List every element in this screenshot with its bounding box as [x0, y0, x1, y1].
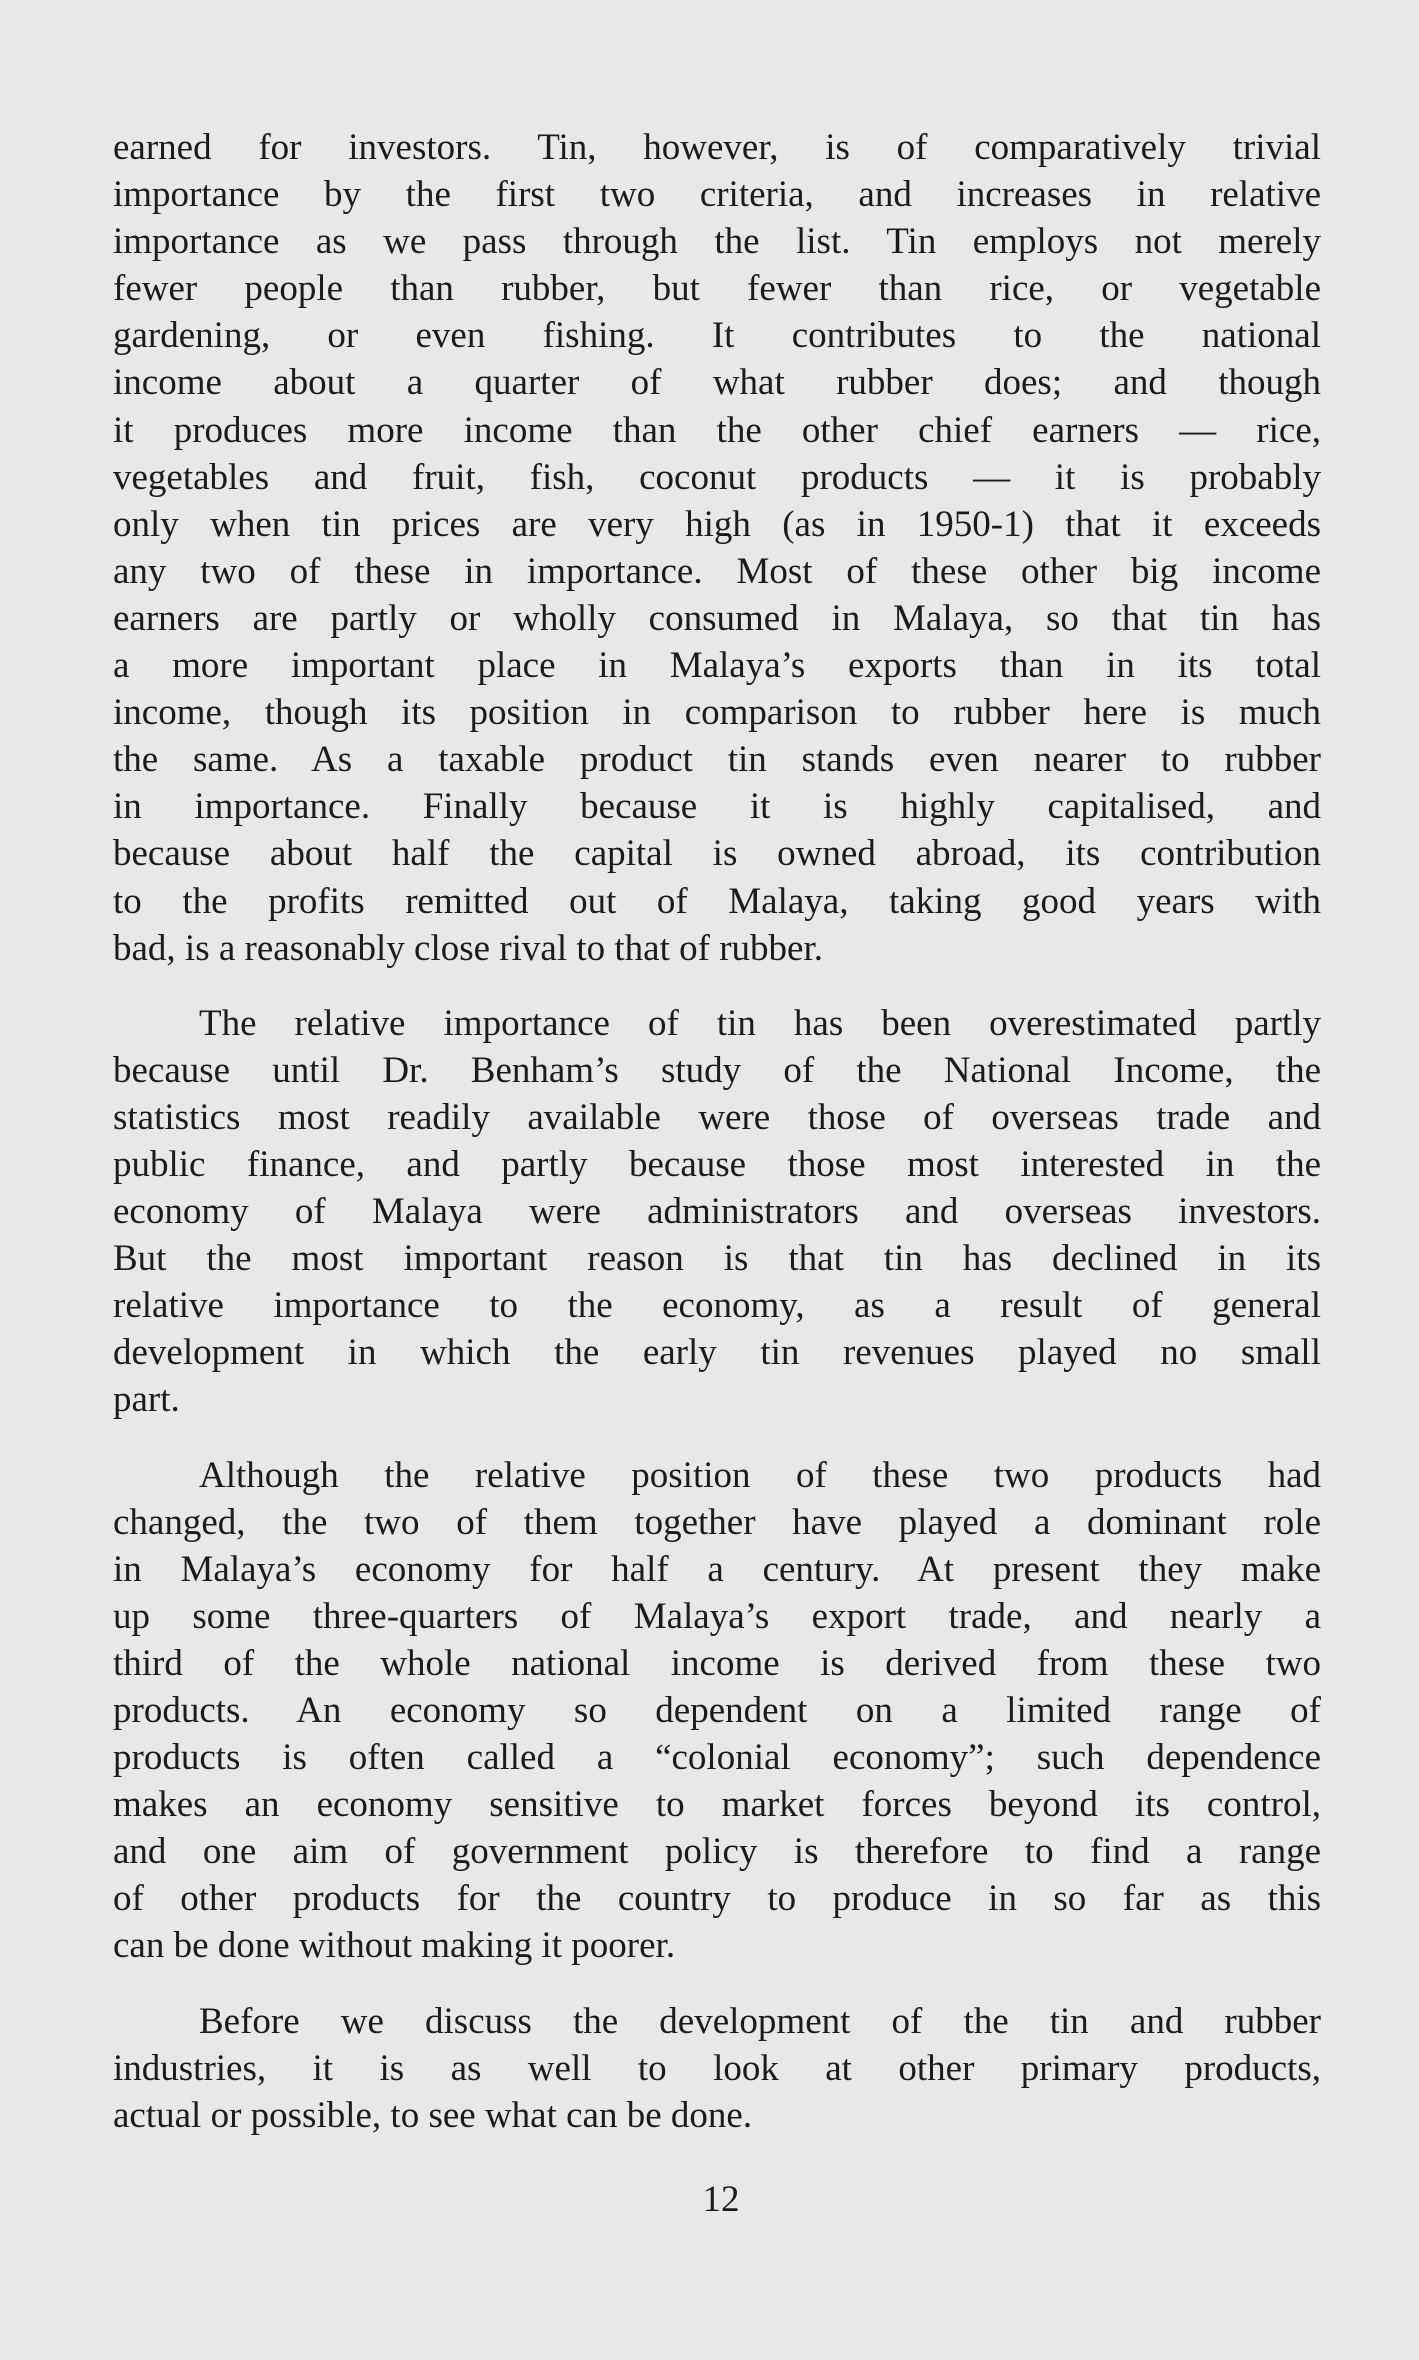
text-line: because about half the capital is owned abroad, its contribution [113, 833, 1321, 875]
text-line: to the profits remitted out of Malaya, taking good years with [113, 880, 1321, 922]
text-line: The relative importance of tin has been overestimated partly [199, 1002, 1321, 1044]
text-line: earned for investors. Tin, however, is of comparatively trivial [113, 127, 1321, 168]
text-line: income, though its position in comparison to rubber here is much [113, 692, 1321, 734]
text-line: economy of Malaya were administrators and overseas investors. [113, 1191, 1321, 1233]
text-line: actual or possible, to see what can be done. [113, 2094, 753, 2136]
paragraph [113, 1000, 1321, 1424]
text-line: makes an economy sensitive to market forces beyond its control, [113, 1784, 1321, 1826]
text-line: industries, it is as well to look at other primary products, [113, 2047, 1321, 2089]
text-line: income about a quarter of what rubber does; and though [113, 362, 1321, 404]
text-line: third of the whole national income is derived from these two [113, 1642, 1321, 1684]
text-line: the same. As a taxable product tin stands even nearer to rubber [113, 739, 1321, 781]
page-body [113, 124, 1321, 2167]
text-line: part. [113, 1379, 180, 1421]
text-line: public finance, and partly because those most interested in the [113, 1143, 1321, 1185]
paragraph [113, 1452, 1321, 1970]
text-line: up some three-quarters of Malaya’s export trade, and nearly a [113, 1595, 1321, 1637]
paragraph [113, 124, 1321, 972]
text-line: importance as we pass through the list. Tin employs not merely [113, 221, 1321, 263]
text-line: a more important place in Malaya’s exports than in its total [113, 645, 1321, 687]
text-line: any two of these in importance. Most of these other big income [113, 550, 1321, 592]
text-line: products is often called a “colonial economy”; such dependence [113, 1737, 1321, 1779]
text-line: bad, is a reasonably close rival to that of rubber. [113, 927, 823, 969]
text-line: in importance. Finally because it is highly capitalised, and [113, 786, 1321, 828]
text-line: But the most important reason is that tin has declined in its [113, 1238, 1321, 1280]
text-line: Before we discuss the development of the tin and rubber [199, 2000, 1321, 2042]
text-line: statistics most readily available were those of overseas trade and [113, 1096, 1321, 1138]
text-line: in Malaya’s economy for half a century. At present they make [113, 1548, 1321, 1590]
text-line: can be done without making it poorer. [113, 1925, 676, 1967]
text-line: and one aim of government policy is therefore to find a range [113, 1831, 1321, 1873]
text-line: relative importance to the economy, as a result of general [113, 1285, 1321, 1327]
text-line: changed, the two of them together have played a dominant role [113, 1501, 1321, 1543]
page-number: 12 [702, 2179, 740, 2220]
text-line: because until Dr. Benham’s study of the National Income, the [113, 1049, 1321, 1091]
text-line: only when tin prices are very high (as in 1950-1) that it exceeds [113, 503, 1321, 545]
text-line: products. An economy so dependent on a limited range of [113, 1690, 1321, 1731]
text-line: it produces more income than the other chief earners — rice, [113, 409, 1321, 451]
text-line: vegetables and fruit, fish, coconut products — it is probably [113, 456, 1321, 498]
text-line: of other products for the country to produce in so far as this [113, 1878, 1321, 1920]
text-line: earners are partly or wholly consumed in Malaya, so that tin has [113, 597, 1321, 639]
text-line: importance by the first two criteria, and increases in relative [113, 174, 1321, 216]
text-line: development in which the early tin revenues played no small [113, 1332, 1321, 1374]
paragraph [113, 1998, 1321, 2139]
text-line: Although the relative position of these two products had [199, 1454, 1321, 1496]
text-line: fewer people than rubber, but fewer than rice, or vegetable [113, 268, 1321, 310]
text-line: gardening, or even fishing. It contributes to the national [113, 315, 1321, 357]
